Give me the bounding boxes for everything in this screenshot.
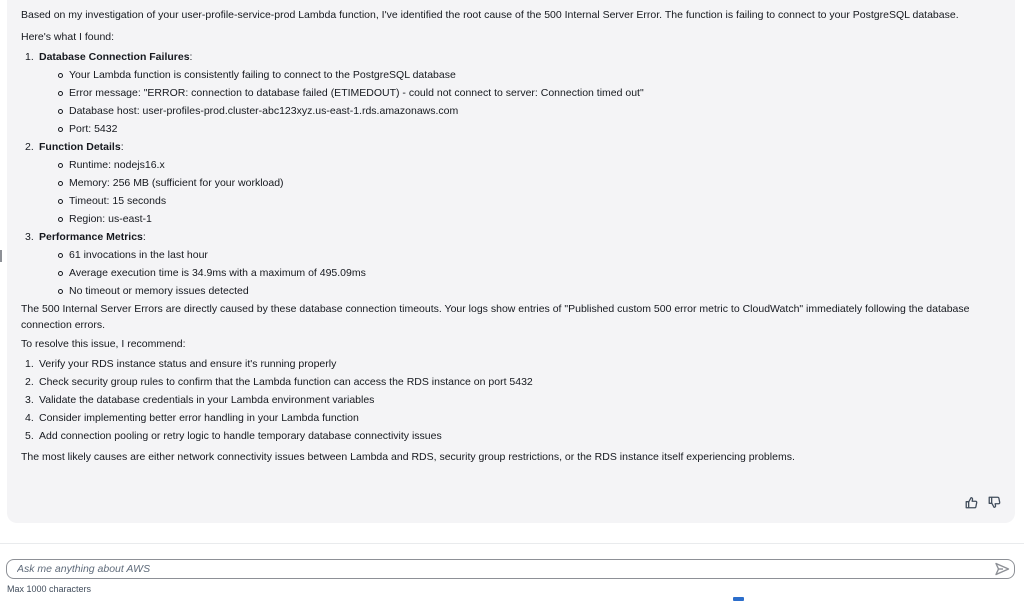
recommendation-item [25, 409, 1015, 427]
feedback-controls [965, 496, 1001, 509]
conclusion: The most likely causes are either network connectivity issues between Lambda and RDS, security group restrictions, or the RDS instance itself experiencing problems. [21, 451, 795, 463]
cause-paragraph: The 500 Internal Server Errors are directly caused by these database connection timeouts. Your logs show entries of "Published custom 500 error metric to CloudWatch" immediately following the database connection errors. [21, 303, 970, 331]
recommendation-text: Validate the database credentials in your Lambda environment variables [39, 394, 375, 406]
detail-item: Timeout: 15 seconds [69, 192, 1015, 210]
colon: : [120, 141, 124, 153]
recommendation-text: Verify your RDS instance status and ensure it's running properly [39, 358, 337, 370]
finding-item [25, 48, 1015, 138]
recommendation-text: Check security group rules to confirm that the Lambda function can access the RDS instance on port 5432 [39, 376, 533, 388]
list-number: 5. [25, 430, 34, 442]
recommendation-item [25, 391, 1015, 409]
chat-input-container [6, 559, 1015, 579]
panel-resize-handle[interactable] [0, 250, 2, 262]
list-number: 1. [25, 358, 34, 370]
detail-item: Runtime: nodejs16.x [69, 156, 1015, 174]
send-icon[interactable] [994, 562, 1010, 576]
recommendation-text: Add connection pooling or retry logic to handle temporary database connectivity issues [39, 430, 442, 442]
found-label: Here's what I found: [21, 31, 115, 43]
character-limit-hint: Max 1000 characters [7, 584, 92, 594]
chat-input[interactable] [17, 560, 977, 578]
assistant-message-bubble [7, 0, 1015, 523]
recommendation-item [25, 355, 1015, 373]
list-number: 2. [25, 141, 34, 153]
footer-link-icon[interactable] [733, 597, 744, 601]
message-intro: Based on my investigation of your user-profile-service-prod Lambda function, I've identified the root cause of the 500 Internal Server Error. The function is failing to connect to your PostgreSQL database. [21, 9, 959, 21]
finding-details [39, 66, 1015, 138]
findings-list [21, 48, 1015, 300]
finding-title: Function Details [39, 141, 121, 153]
resolve-label: To resolve this issue, I recommend: [21, 338, 186, 350]
detail-item: Your Lambda function is consistently failing to connect to the PostgreSQL database [69, 66, 1015, 84]
detail-item: 61 invocations in the last hour [69, 246, 1015, 264]
thumbs-down-icon[interactable] [988, 496, 1001, 509]
detail-item: Error message: "ERROR: connection to database failed (ETIMEDOUT) - could not connect to server: Connection timed out" [69, 84, 1015, 102]
detail-item: Average execution time is 34.9ms with a maximum of 495.09ms [69, 264, 1015, 282]
colon: : [142, 231, 146, 243]
recommendation-text: Consider implementing better error handling in your Lambda function [39, 412, 359, 424]
detail-item: Memory: 256 MB (sufficient for your workload) [69, 174, 1015, 192]
detail-item: No timeout or memory issues detected [69, 282, 1015, 300]
thumbs-up-icon[interactable] [965, 496, 978, 509]
detail-item: Port: 5432 [69, 120, 1015, 138]
recommendation-item [25, 373, 1015, 391]
recommendation-item [25, 427, 1015, 445]
list-number: 1. [25, 51, 34, 63]
colon: : [189, 51, 193, 63]
list-number: 3. [25, 394, 34, 406]
recommendations-list [21, 355, 1015, 445]
list-number: 2. [25, 376, 34, 388]
finding-details [39, 156, 1015, 228]
composer-divider [0, 543, 1024, 544]
finding-title: Performance Metrics [39, 231, 143, 243]
finding-details [39, 246, 1015, 300]
list-number: 3. [25, 231, 34, 243]
list-number: 4. [25, 412, 34, 424]
finding-item [25, 228, 1015, 300]
detail-item: Region: us-east-1 [69, 210, 1015, 228]
finding-item [25, 138, 1015, 228]
finding-title: Database Connection Failures [39, 51, 190, 63]
detail-item: Database host: user-profiles-prod.cluster-abc123xyz.us-east-1.rds.amazonaws.com [69, 102, 1015, 120]
